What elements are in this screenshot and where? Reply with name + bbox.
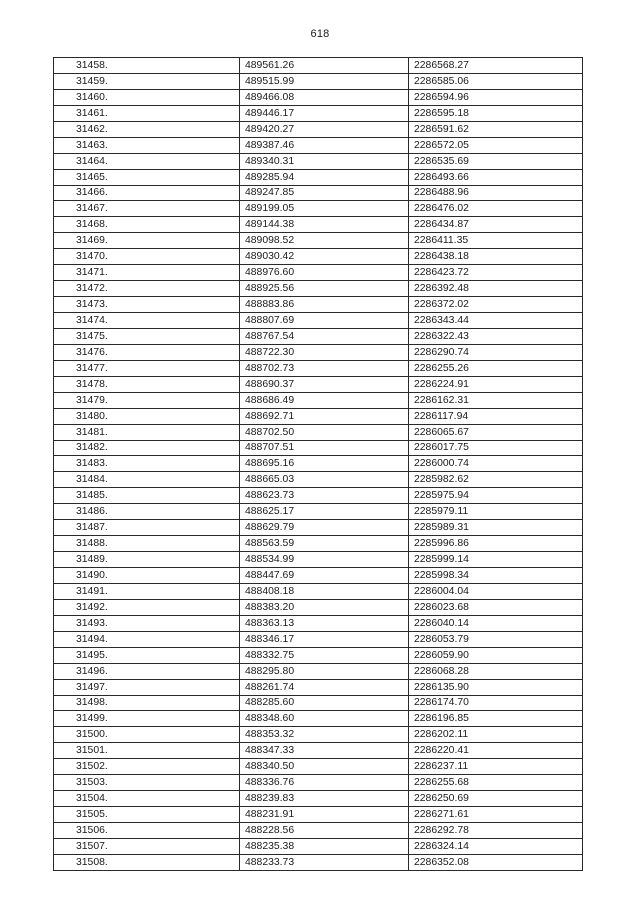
table-row: [54, 344, 583, 360]
y-coordinate-cell: 2286004.04: [409, 583, 583, 599]
table-row: [54, 153, 583, 169]
y-coordinate-cell: 2286595.18: [409, 105, 583, 121]
table-row: [54, 599, 583, 615]
y-coordinate-cell: 2286476.02: [409, 201, 583, 217]
table-row: [54, 265, 583, 281]
point-number-cell: 31482.: [54, 440, 240, 456]
y-coordinate-cell: 2286250.69: [409, 791, 583, 807]
x-coordinate-cell: 488686.49: [240, 392, 409, 408]
table-row: [54, 743, 583, 759]
y-coordinate-cell: 2286023.68: [409, 599, 583, 615]
table-row: [54, 360, 583, 376]
point-number-cell: 31479.: [54, 392, 240, 408]
table-row: [54, 249, 583, 265]
point-number-cell: 31506.: [54, 823, 240, 839]
table-row: [54, 568, 583, 584]
point-number-cell: 31499.: [54, 711, 240, 727]
x-coordinate-cell: 488447.69: [240, 568, 409, 584]
x-coordinate-cell: 488707.51: [240, 440, 409, 456]
x-coordinate-cell: 488925.56: [240, 281, 409, 297]
table-row: [54, 169, 583, 185]
y-coordinate-cell: 2286434.87: [409, 217, 583, 233]
y-coordinate-cell: 2286220.41: [409, 743, 583, 759]
x-coordinate-cell: 489387.46: [240, 137, 409, 153]
table-row: [54, 440, 583, 456]
table-row: [54, 456, 583, 472]
x-coordinate-cell: 488336.76: [240, 775, 409, 791]
point-number-cell: 31473.: [54, 297, 240, 313]
x-coordinate-cell: 488408.18: [240, 583, 409, 599]
x-coordinate-cell: 489420.27: [240, 121, 409, 137]
point-number-cell: 31498.: [54, 695, 240, 711]
point-number-cell: 31467.: [54, 201, 240, 217]
y-coordinate-cell: 2286162.31: [409, 392, 583, 408]
point-number-cell: 31476.: [54, 344, 240, 360]
x-coordinate-cell: 488295.80: [240, 663, 409, 679]
point-number-cell: 31470.: [54, 249, 240, 265]
y-coordinate-cell: 2285979.11: [409, 504, 583, 520]
x-coordinate-cell: 489446.17: [240, 105, 409, 121]
point-number-cell: 31468.: [54, 217, 240, 233]
y-coordinate-cell: 2286135.90: [409, 679, 583, 695]
coordinates-table-body: [54, 58, 583, 871]
point-number-cell: 31497.: [54, 679, 240, 695]
x-coordinate-cell: 488332.75: [240, 647, 409, 663]
x-coordinate-cell: 488629.79: [240, 520, 409, 536]
point-number-cell: 31493.: [54, 615, 240, 631]
point-number-cell: 31505.: [54, 807, 240, 823]
point-number-cell: 31491.: [54, 583, 240, 599]
y-coordinate-cell: 2286322.43: [409, 328, 583, 344]
x-coordinate-cell: 489144.38: [240, 217, 409, 233]
y-coordinate-cell: 2286568.27: [409, 58, 583, 74]
x-coordinate-cell: 488228.56: [240, 823, 409, 839]
x-coordinate-cell: 489466.08: [240, 89, 409, 105]
point-number-cell: 31507.: [54, 838, 240, 854]
point-number-cell: 31465.: [54, 169, 240, 185]
table-row: [54, 838, 583, 854]
x-coordinate-cell: 488625.17: [240, 504, 409, 520]
table-row: [54, 313, 583, 329]
point-number-cell: 31480.: [54, 408, 240, 424]
x-coordinate-cell: 488623.73: [240, 488, 409, 504]
table-row: [54, 424, 583, 440]
x-coordinate-cell: 488534.99: [240, 552, 409, 568]
point-number-cell: 31471.: [54, 265, 240, 281]
x-coordinate-cell: 488261.74: [240, 679, 409, 695]
y-coordinate-cell: 2285982.62: [409, 472, 583, 488]
x-coordinate-cell: 489561.26: [240, 58, 409, 74]
point-number-cell: 31494.: [54, 631, 240, 647]
point-number-cell: 31486.: [54, 504, 240, 520]
point-number-cell: 31504.: [54, 791, 240, 807]
y-coordinate-cell: 2286594.96: [409, 89, 583, 105]
point-number-cell: 31502.: [54, 759, 240, 775]
y-coordinate-cell: 2286017.75: [409, 440, 583, 456]
point-number-cell: 31489.: [54, 552, 240, 568]
y-coordinate-cell: 2286411.35: [409, 233, 583, 249]
point-number-cell: 31463.: [54, 137, 240, 153]
x-coordinate-cell: 488702.50: [240, 424, 409, 440]
y-coordinate-cell: 2286255.68: [409, 775, 583, 791]
y-coordinate-cell: 2286493.66: [409, 169, 583, 185]
point-number-cell: 31495.: [54, 647, 240, 663]
table-row: [54, 121, 583, 137]
y-coordinate-cell: 2286065.67: [409, 424, 583, 440]
x-coordinate-cell: 488883.86: [240, 297, 409, 313]
y-coordinate-cell: 2286343.44: [409, 313, 583, 329]
y-coordinate-cell: 2286372.02: [409, 297, 583, 313]
y-coordinate-cell: 2286423.72: [409, 265, 583, 281]
y-coordinate-cell: 2285998.34: [409, 568, 583, 584]
table-row: [54, 89, 583, 105]
table-row: [54, 58, 583, 74]
table-row: [54, 233, 583, 249]
table-row: [54, 711, 583, 727]
y-coordinate-cell: 2286053.79: [409, 631, 583, 647]
table-row: [54, 185, 583, 201]
table-row: [54, 823, 583, 839]
table-row: [54, 488, 583, 504]
x-coordinate-cell: 488231.91: [240, 807, 409, 823]
x-coordinate-cell: 489515.99: [240, 73, 409, 89]
table-row: [54, 775, 583, 791]
x-coordinate-cell: 489340.31: [240, 153, 409, 169]
x-coordinate-cell: 489285.94: [240, 169, 409, 185]
x-coordinate-cell: 488722.30: [240, 344, 409, 360]
y-coordinate-cell: 2286196.85: [409, 711, 583, 727]
y-coordinate-cell: 2285999.14: [409, 552, 583, 568]
y-coordinate-cell: 2286438.18: [409, 249, 583, 265]
coordinates-table: [53, 57, 583, 871]
table-row: [54, 376, 583, 392]
x-coordinate-cell: 488695.16: [240, 456, 409, 472]
point-number-cell: 31508.: [54, 854, 240, 870]
y-coordinate-cell: 2286040.14: [409, 615, 583, 631]
point-number-cell: 31478.: [54, 376, 240, 392]
point-number-cell: 31477.: [54, 360, 240, 376]
table-row: [54, 281, 583, 297]
point-number-cell: 31469.: [54, 233, 240, 249]
table-row: [54, 727, 583, 743]
y-coordinate-cell: 2286255.26: [409, 360, 583, 376]
x-coordinate-cell: 488702.73: [240, 360, 409, 376]
table-row: [54, 807, 583, 823]
y-coordinate-cell: 2286535.69: [409, 153, 583, 169]
point-number-cell: 31460.: [54, 89, 240, 105]
y-coordinate-cell: 2286585.06: [409, 73, 583, 89]
table-row: [54, 73, 583, 89]
y-coordinate-cell: 2286237.11: [409, 759, 583, 775]
point-number-cell: 31490.: [54, 568, 240, 584]
table-row: [54, 695, 583, 711]
point-number-cell: 31466.: [54, 185, 240, 201]
point-number-cell: 31464.: [54, 153, 240, 169]
x-coordinate-cell: 489199.05: [240, 201, 409, 217]
point-number-cell: 31472.: [54, 281, 240, 297]
point-number-cell: 31492.: [54, 599, 240, 615]
x-coordinate-cell: 488665.03: [240, 472, 409, 488]
y-coordinate-cell: 2286271.61: [409, 807, 583, 823]
point-number-cell: 31496.: [54, 663, 240, 679]
x-coordinate-cell: 488383.20: [240, 599, 409, 615]
table-row: [54, 392, 583, 408]
y-coordinate-cell: 2286591.62: [409, 121, 583, 137]
table-row: [54, 105, 583, 121]
y-coordinate-cell: 2286292.78: [409, 823, 583, 839]
table-row: [54, 297, 583, 313]
y-coordinate-cell: 2285996.86: [409, 536, 583, 552]
x-coordinate-cell: 488690.37: [240, 376, 409, 392]
point-number-cell: 31458.: [54, 58, 240, 74]
x-coordinate-cell: 488363.13: [240, 615, 409, 631]
table-row: [54, 328, 583, 344]
y-coordinate-cell: 2286488.96: [409, 185, 583, 201]
point-number-cell: 31461.: [54, 105, 240, 121]
table-row: [54, 137, 583, 153]
point-number-cell: 31500.: [54, 727, 240, 743]
table-row: [54, 679, 583, 695]
x-coordinate-cell: 489098.52: [240, 233, 409, 249]
x-coordinate-cell: 488239.83: [240, 791, 409, 807]
point-number-cell: 31462.: [54, 121, 240, 137]
table-row: [54, 472, 583, 488]
y-coordinate-cell: 2286202.11: [409, 727, 583, 743]
x-coordinate-cell: 488692.71: [240, 408, 409, 424]
y-coordinate-cell: 2286572.05: [409, 137, 583, 153]
x-coordinate-cell: 488346.17: [240, 631, 409, 647]
point-number-cell: 31459.: [54, 73, 240, 89]
table-row: [54, 201, 583, 217]
y-coordinate-cell: 2286224.91: [409, 376, 583, 392]
table-row: [54, 520, 583, 536]
x-coordinate-cell: 489030.42: [240, 249, 409, 265]
point-number-cell: 31475.: [54, 328, 240, 344]
x-coordinate-cell: 488235.38: [240, 838, 409, 854]
point-number-cell: 31503.: [54, 775, 240, 791]
x-coordinate-cell: 488348.60: [240, 711, 409, 727]
point-number-cell: 31483.: [54, 456, 240, 472]
x-coordinate-cell: 488563.59: [240, 536, 409, 552]
point-number-cell: 31488.: [54, 536, 240, 552]
table-row: [54, 854, 583, 870]
point-number-cell: 31487.: [54, 520, 240, 536]
table-row: [54, 615, 583, 631]
y-coordinate-cell: 2286174.70: [409, 695, 583, 711]
table-row: [54, 759, 583, 775]
table-row: [54, 536, 583, 552]
table-row: [54, 504, 583, 520]
table-row: [54, 663, 583, 679]
y-coordinate-cell: 2286000.74: [409, 456, 583, 472]
y-coordinate-cell: 2286117.94: [409, 408, 583, 424]
point-number-cell: 31481.: [54, 424, 240, 440]
table-row: [54, 631, 583, 647]
x-coordinate-cell: 488233.73: [240, 854, 409, 870]
point-number-cell: 31474.: [54, 313, 240, 329]
point-number-cell: 31485.: [54, 488, 240, 504]
x-coordinate-cell: 489247.85: [240, 185, 409, 201]
y-coordinate-cell: 2286392.48: [409, 281, 583, 297]
table-row: [54, 217, 583, 233]
x-coordinate-cell: 488976.60: [240, 265, 409, 281]
point-number-cell: 31501.: [54, 743, 240, 759]
table-row: [54, 647, 583, 663]
table-row: [54, 583, 583, 599]
y-coordinate-cell: 2286324.14: [409, 838, 583, 854]
y-coordinate-cell: 2286290.74: [409, 344, 583, 360]
table-row: [54, 552, 583, 568]
y-coordinate-cell: 2285989.31: [409, 520, 583, 536]
point-number-cell: 31484.: [54, 472, 240, 488]
table-row: [54, 791, 583, 807]
y-coordinate-cell: 2286352.08: [409, 854, 583, 870]
x-coordinate-cell: 488347.33: [240, 743, 409, 759]
x-coordinate-cell: 488767.54: [240, 328, 409, 344]
x-coordinate-cell: 488340.50: [240, 759, 409, 775]
y-coordinate-cell: 2286059.90: [409, 647, 583, 663]
table-row: [54, 408, 583, 424]
x-coordinate-cell: 488807.69: [240, 313, 409, 329]
x-coordinate-cell: 488353.32: [240, 727, 409, 743]
page-number: 618: [310, 28, 330, 40]
x-coordinate-cell: 488285.60: [240, 695, 409, 711]
y-coordinate-cell: 2286068.28: [409, 663, 583, 679]
y-coordinate-cell: 2285975.94: [409, 488, 583, 504]
